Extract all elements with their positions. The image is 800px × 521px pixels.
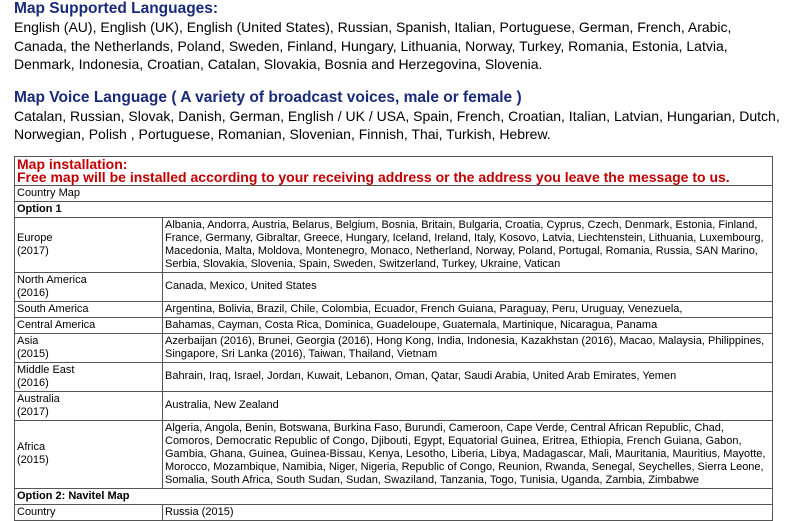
countries-cell: Bahrain, Iraq, Israel, Jordan, Kuwait, Lebanon, Oman, Qatar, Saudi Arabia, United Arab Emirates, Yemen	[163, 362, 773, 391]
table-row	[15, 217, 773, 272]
region-year: (2017)	[17, 244, 49, 257]
table-row	[15, 488, 773, 504]
table-row	[15, 317, 773, 333]
install-title: Map installation:	[17, 155, 128, 172]
region-name: Asia	[17, 334, 39, 347]
install-text: Free map will be installed according to your receiving address or the address you leave the message to us.	[17, 168, 730, 185]
voice-language-title: Map Voice Language ( A variety of broadcast voices, male or female )	[14, 88, 522, 106]
option1-label: Option 1	[15, 201, 773, 217]
option2-label: Option 2: Navitel Map	[15, 488, 773, 504]
table-row	[15, 504, 773, 520]
table-row	[15, 272, 773, 301]
country-map-header: Country Map	[15, 185, 773, 201]
table-row	[15, 391, 773, 420]
countries-cell: Algeria, Angola, Benin, Botswana, Burkina Faso, Burundi, Cameroon, Cape Verde, Central African Republic, Chad, Comoros, Democratic Republic of Congo, Djibouti, Egypt, Equatorial Guinea, Eritrea, Ethiopia, French Guiana, Gabon, Gambia, Ghana, Guinea, Guinea-Bissau, Kenya, Lesotho, Liberia, Libya, Madagascar, Mali, Mauritania, Mauritius, Mayotte, Morocco, Mozambique, Namibia, Niger, Nigeria, Republic of Congo, Reunion, Rwanda, Senegal, Seychelles, Sierra Leone, Somalia, South Africa, South Sudan, Sudan, Swaziland, Tanzania, Togo, Tunisia, Uganda, Zambia, Zimbabwe	[163, 420, 773, 488]
region-cell	[15, 362, 163, 391]
region-name: Europe	[17, 231, 53, 244]
countries-cell: Argentina, Bolivia, Brazil, Chile, Colombia, Ecuador, French Guiana, Paraguay, Peru, Uruguay, Venezuela,	[163, 301, 773, 317]
supported-languages-section	[14, 0, 786, 74]
region-cell	[15, 272, 163, 301]
voice-language-section	[14, 89, 786, 144]
region-name: Middle East	[17, 363, 75, 376]
region-year: (2015)	[17, 347, 49, 360]
region-cell	[15, 420, 163, 488]
install-header-cell	[15, 156, 773, 185]
table-row	[15, 185, 773, 201]
region-cell: Country	[15, 504, 163, 520]
table-row	[15, 362, 773, 391]
region-year: (2017)	[17, 405, 49, 418]
region-name: South America	[17, 302, 89, 315]
region-year: (2016)	[17, 286, 49, 299]
voice-language-text: Catalan, Russian, Slovak, Danish, German, English / UK / USA, Spain, French, Croatian, Italian, Latvian, Hungarian, Dutch, Norwegian, Polish , Portuguese, Romanian, Slovenian, Finnish, Thai, Turkish, Hebrew.	[14, 107, 780, 142]
region-year: (2015)	[17, 454, 49, 466]
table-row	[15, 420, 773, 488]
region-cell	[15, 333, 163, 362]
region-name: Central America	[17, 318, 96, 331]
table-row	[15, 301, 773, 317]
countries-cell: Azerbaijan (2016), Brunei, Georgia (2016), Hong Kong, India, Indonesia, Kazakhstan (2016), Macao, Malaysia, Philippines, Singapore, Sri Lanka (2016), Taiwan, Thailand, Vietnam	[163, 333, 773, 362]
supported-languages-text: English (AU), English (UK), English (United States), Russian, Spanish, Italian, Portuguese, German, French, Arabic, Canada, the Netherlands, Poland, Sweden, Finland, Hungary, Lithuania, Norway, Turkey, Romania, Estonia, Latvia, Denmark, Indonesia, Croatian, Catalan, Slovakia, Bosnia and Herzegovina, Slovenia.	[14, 19, 732, 72]
table-row	[15, 201, 773, 217]
supported-languages-title: Map Supported Languages:	[14, 0, 219, 17]
region-cell	[15, 391, 163, 420]
region-name: North America	[17, 273, 87, 286]
table-row	[15, 333, 773, 362]
countries-cell: Albania, Andorra, Austria, Belarus, Belgium, Bosnia, Britain, Bulgaria, Croatia, Cyprus, Czech, Denmark, Estonia, Finland, France, Germany, Gibraltar, Greece, Hungary, Iceland, Ireland, Italy, Kosovo, Latvia, Liechtenstein, Lithuania, Luxembourg, Macedonia, Malta, Moldova, Montenegro, Monaco, Netherland, Norway, Poland, Portugal, Romania, Russia, SAN Marino, Serbia, Slovakia, Slovenia, Spain, Sweden, Switzerland, Turkey, Ukraine, Vatican	[163, 217, 773, 272]
region-name: Africa	[17, 441, 46, 453]
countries-cell: Canada, Mexico, United States	[163, 272, 773, 301]
region-cell	[15, 317, 163, 333]
countries-cell: Russia (2015)	[163, 504, 773, 520]
install-header-row	[15, 156, 773, 185]
countries-cell: Bahamas, Cayman, Costa Rica, Dominica, Guadeloupe, Guatemala, Martinique, Nicaragua, Panama	[163, 317, 773, 333]
map-installation-table	[14, 156, 773, 521]
region-cell	[15, 217, 163, 272]
region-year: (2016)	[17, 376, 49, 389]
countries-cell: Australia, New Zealand	[163, 391, 773, 420]
region-name: Australia	[17, 392, 60, 405]
region-cell	[15, 301, 163, 317]
